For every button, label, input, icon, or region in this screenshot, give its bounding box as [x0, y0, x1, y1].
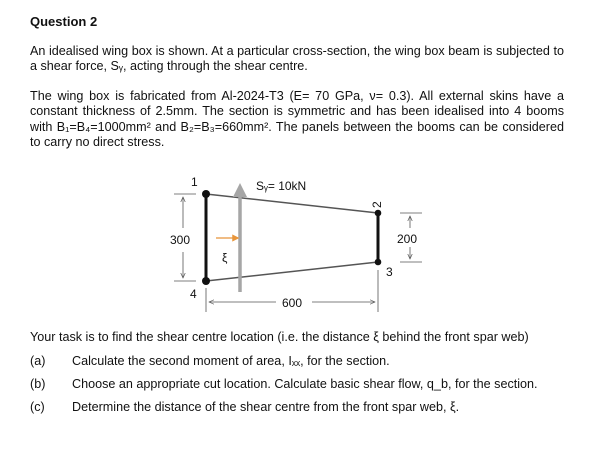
boom-2 [375, 210, 382, 217]
material-paragraph: The wing box is fabricated from Al-2024-T3 (E= 70 GPa, ν= 0.3). All external skins have a constant thickness of 2.5mm. The section is symmetric and has been idealised into 4 booms with B₁=B₄=1000mm² and B₂=B₃=660mm². The panels between the booms can be considered to carry no direct stress. [30, 89, 564, 150]
boom-3-label: 3 [386, 265, 393, 279]
xi-symbol: ξ [222, 251, 228, 265]
task-item-text: Determine the distance of the shear centre from the front spar web, ξ. [72, 400, 460, 414]
question-heading: Question 2 [30, 14, 98, 29]
boom-1-label: 1 [191, 175, 198, 189]
width-label: 600 [282, 296, 303, 310]
task-item-label: (a) [30, 354, 46, 368]
top-skin [206, 194, 378, 213]
front-height-label: 300 [170, 233, 191, 247]
boom-4-label: 4 [190, 287, 197, 301]
boom-4 [202, 277, 210, 285]
boom-2-label: 2 [370, 201, 384, 208]
bottom-skin [206, 262, 378, 281]
boom-3 [375, 259, 382, 266]
shear-force-label: Sᵧ= 10kN [256, 179, 307, 193]
task-item-label: (c) [30, 400, 45, 414]
task-item-text: Choose an appropriate cut location. Calculate basic shear flow, q_b, for the section. [72, 377, 538, 391]
intro-paragraph: An idealised wing box is shown. At a particular cross-section, the wing box beam is subjected to a shear force, Sᵧ, acting through the shear centre. [30, 44, 564, 74]
boom-1 [202, 190, 210, 198]
rear-height-label: 200 [397, 232, 418, 246]
task-item-label: (b) [30, 377, 46, 391]
task-statement: Your task is to find the shear centre location (i.e. the distance ξ behind the front spar web) [30, 330, 529, 344]
task-item-text: Calculate the second moment of area, Iₓₓ, for the section. [72, 354, 390, 368]
